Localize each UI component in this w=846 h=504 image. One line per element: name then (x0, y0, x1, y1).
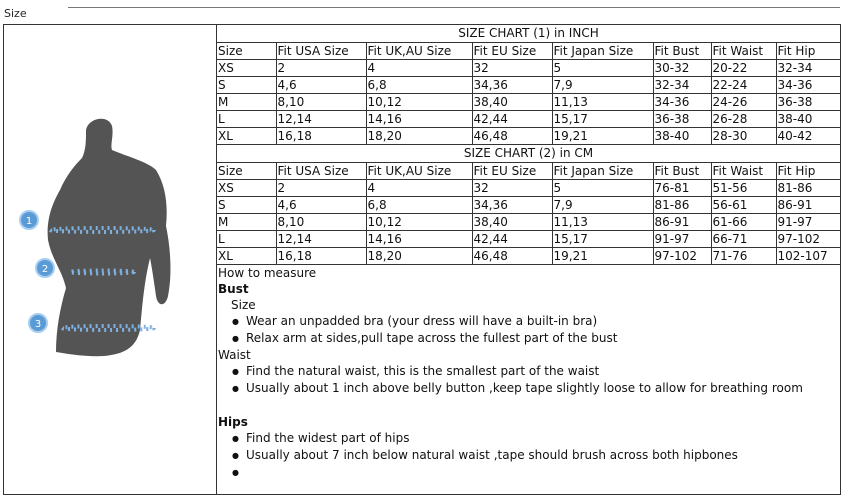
chart2-title: SIZE CHART (2) in CM (217, 145, 840, 163)
marker-2 (36, 259, 54, 277)
table-cell: L (217, 231, 276, 248)
table-cell: 38-40 (653, 128, 711, 145)
inch-size-table (217, 43, 840, 145)
table-cell: 10,12 (366, 94, 472, 111)
table-cell: 15,17 (552, 111, 653, 128)
table-cell: 91-97 (776, 214, 840, 231)
table-cell: 61-66 (711, 214, 776, 231)
table-cell: 36-38 (776, 94, 840, 111)
table-cell: 32 (472, 180, 552, 197)
table-cell: 8,10 (276, 94, 366, 111)
table-cell: 66-71 (711, 231, 776, 248)
table-cell: 81-86 (653, 197, 711, 214)
table-cell: 5 (552, 180, 653, 197)
table-row (217, 197, 840, 214)
table-cell: 18,20 (366, 248, 472, 265)
table-cell: 86-91 (776, 197, 840, 214)
column-header: Size (217, 163, 276, 180)
table-cell: S (217, 197, 276, 214)
table-cell: 4 (366, 180, 472, 197)
table-cell: 8,10 (276, 214, 366, 231)
table-cell: 71-76 (711, 248, 776, 265)
table-cell: 34-36 (776, 77, 840, 94)
table-cell: 36-38 (653, 111, 711, 128)
table-row (217, 60, 840, 77)
list-item: ● Relax arm at sides,pull tape across the fullest part of the bust (246, 330, 840, 347)
list-item: ● Find the widest part of hips (246, 430, 840, 447)
column-header: Fit UK,AU Size (366, 43, 472, 60)
table-cell: 19,21 (552, 248, 653, 265)
table-cell: S (217, 77, 276, 94)
table-cell: M (217, 94, 276, 111)
how-to-measure (217, 265, 840, 464)
svg-text:3: 3 (34, 319, 42, 330)
table-cell: 97-102 (776, 231, 840, 248)
table-cell: 14,16 (366, 111, 472, 128)
marker-1 (20, 211, 38, 229)
table-cell: 12,14 (276, 111, 366, 128)
column-header: Fit Hip (776, 43, 840, 60)
bust-sub-label: Size (231, 298, 256, 312)
table-cell: 4,6 (276, 197, 366, 214)
table-cell: 34,36 (472, 77, 552, 94)
waist-list (218, 363, 840, 397)
table-cell: XS (217, 60, 276, 77)
table-cell: 46,48 (472, 248, 552, 265)
table-cell: 38,40 (472, 94, 552, 111)
table-cell: 18,20 (366, 128, 472, 145)
list-item: ● Wear an unpadded bra (your dress will have a built-in bra) (246, 313, 840, 330)
table-header-row (217, 163, 840, 180)
marker-3 (29, 314, 47, 332)
table-cell: 81-86 (776, 180, 840, 197)
table-cell: 6,8 (366, 77, 472, 94)
table-cell: 38,40 (472, 214, 552, 231)
table-cell: 97-102 (653, 248, 711, 265)
table-cell: 6,8 (366, 197, 472, 214)
table-cell: 26-28 (711, 111, 776, 128)
table-cell: 34,36 (472, 197, 552, 214)
hips-heading: Hips (218, 415, 248, 429)
table-cell: 20-22 (711, 60, 776, 77)
list-item: ● Usually about 1 inch above belly button ,keep tape slightly loose to allow for breathing room (246, 380, 840, 397)
column-header: Fit Japan Size (552, 163, 653, 180)
table-cell: 11,13 (552, 214, 653, 231)
table-row (217, 128, 840, 145)
table-cell: 42,44 (472, 231, 552, 248)
chart1-title: SIZE CHART (1) in INCH (217, 25, 840, 43)
size-label: Size (4, 7, 27, 20)
table-cell: 102-107 (776, 248, 840, 265)
table-cell: M (217, 214, 276, 231)
svg-text:1: 1 (25, 216, 33, 227)
table-cell: 34-36 (653, 94, 711, 111)
table-cell: 56-61 (711, 197, 776, 214)
table-cell: 42,44 (472, 111, 552, 128)
table-cell: 32-34 (776, 60, 840, 77)
table-cell: 38-40 (776, 111, 840, 128)
column-header: Fit USA Size (276, 43, 366, 60)
table-row (217, 94, 840, 111)
table-row (217, 214, 840, 231)
table-cell: 22-24 (711, 77, 776, 94)
table-cell: 5 (552, 60, 653, 77)
column-header: Fit Hip (776, 163, 840, 180)
hips-list (218, 430, 840, 464)
table-row (217, 111, 840, 128)
table-header-row (217, 43, 840, 60)
column-header: Fit Waist (711, 163, 776, 180)
column-header: Fit Bust (653, 43, 711, 60)
bust-heading: Bust (218, 282, 249, 296)
table-cell: 7,9 (552, 77, 653, 94)
table-cell: 40-42 (776, 128, 840, 145)
table-row (217, 180, 840, 197)
table-cell: 2 (276, 60, 366, 77)
list-item: ● Find the natural waist, this is the smallest part of the waist (246, 363, 840, 380)
table-row (217, 231, 840, 248)
table-cell: 32 (472, 60, 552, 77)
table-cell: 24-26 (711, 94, 776, 111)
size-chart-panel (217, 25, 840, 464)
howto-title: How to measure (218, 266, 317, 280)
bust-list (218, 313, 840, 347)
table-cell: 4,6 (276, 77, 366, 94)
table-cell: 86-91 (653, 214, 711, 231)
table-cell: 12,14 (276, 231, 366, 248)
table-cell: 10,12 (366, 214, 472, 231)
column-header: Fit EU Size (472, 43, 552, 60)
table-cell: XL (217, 248, 276, 265)
svg-text:2: 2 (41, 264, 49, 275)
table-row (217, 77, 840, 94)
table-cell: 91-97 (653, 231, 711, 248)
mannequin-figure (16, 110, 196, 370)
table-cell: XL (217, 128, 276, 145)
table-cell: 30-32 (653, 60, 711, 77)
waist-heading: Waist (218, 348, 251, 362)
top-divider (68, 7, 840, 8)
table-cell: 16,18 (276, 248, 366, 265)
column-header: Fit Waist (711, 43, 776, 60)
column-header: Fit Bust (653, 163, 711, 180)
table-cell: 51-56 (711, 180, 776, 197)
table-cell: 16,18 (276, 128, 366, 145)
column-header: Fit UK,AU Size (366, 163, 472, 180)
column-header: Fit EU Size (472, 163, 552, 180)
table-cell: 46,48 (472, 128, 552, 145)
table-cell: 15,17 (552, 231, 653, 248)
column-header: Fit Japan Size (552, 43, 653, 60)
table-cell: 76-81 (653, 180, 711, 197)
table-cell: XS (217, 180, 276, 197)
column-header: Size (217, 43, 276, 60)
table-row (217, 248, 840, 265)
table-cell: 19,21 (552, 128, 653, 145)
table-cell: L (217, 111, 276, 128)
table-cell: 2 (276, 180, 366, 197)
mannequin-body (48, 119, 171, 356)
table-cell: 4 (366, 60, 472, 77)
cm-size-table (217, 163, 840, 265)
table-cell: 7,9 (552, 197, 653, 214)
column-header: Fit USA Size (276, 163, 366, 180)
table-cell: 32-34 (653, 77, 711, 94)
list-item: ● Usually about 7 inch below natural waist ,tape should brush across both hipbones (246, 447, 840, 464)
table-cell: 11,13 (552, 94, 653, 111)
table-cell: 28-30 (711, 128, 776, 145)
table-cell: 14,16 (366, 231, 472, 248)
